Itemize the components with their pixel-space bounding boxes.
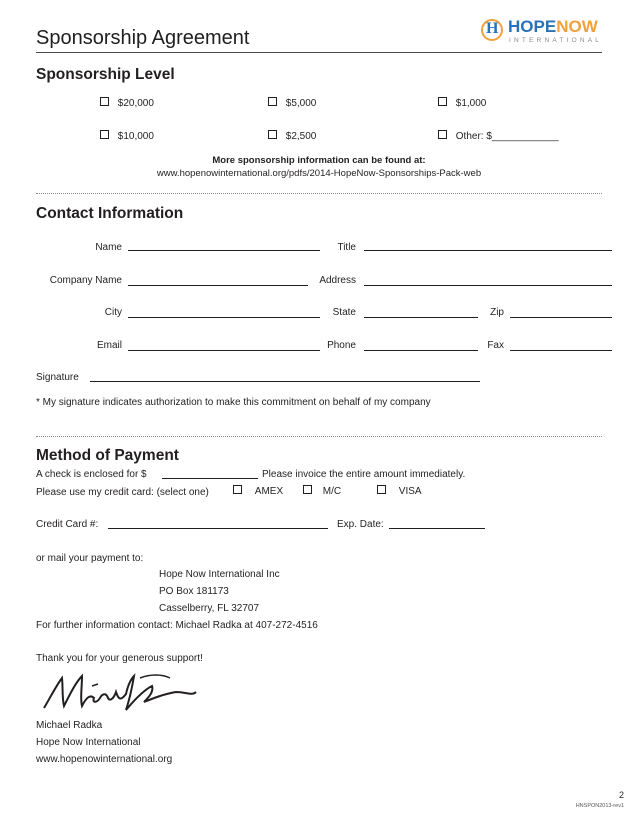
address-label: Address [319, 275, 356, 286]
mail-label: or mail your payment to: [36, 553, 144, 564]
logo-hope-text: HOPE [508, 17, 557, 36]
sponsorship-heading: Sponsorship Level [36, 66, 175, 83]
city-field[interactable] [128, 317, 320, 318]
handwritten-signature [36, 668, 206, 716]
zip-label: Zip [490, 307, 504, 318]
phone-field[interactable] [364, 350, 478, 351]
card-number-label: Credit Card #: [36, 519, 99, 530]
email-label: Email [96, 340, 122, 351]
thanks-text: Thank you for your generous support! [36, 653, 203, 664]
signer-name: Michael Radka [36, 720, 103, 731]
checkbox[interactable] [438, 97, 447, 106]
fax-label: Fax [487, 340, 504, 351]
document-code: HNSPON2013-rev1 [575, 803, 624, 809]
mail-address-line: PO Box 181173 [159, 586, 229, 597]
name-field[interactable] [128, 250, 320, 251]
mail-address-line: Hope Now International Inc [159, 569, 280, 580]
title-label: Title [337, 242, 356, 253]
mail-address-line: Casselberry, FL 32707 [159, 603, 260, 614]
sponsorship-url[interactable]: www.hopenowinternational.org/pdfs/2014-HopeNow-Sponsorships-Pack-web [156, 168, 482, 179]
sponsor-option-other[interactable]: Other: $____________ [438, 130, 559, 142]
checkbox[interactable] [100, 130, 109, 139]
zip-field[interactable] [510, 317, 612, 318]
title-field[interactable] [364, 250, 612, 251]
checkbox[interactable] [233, 485, 242, 494]
contact-heading: Contact Information [36, 205, 184, 222]
section-divider [36, 193, 602, 194]
hopenow-logo [478, 14, 608, 50]
card-option-mc[interactable]: M/C [303, 485, 341, 497]
state-field[interactable] [364, 317, 478, 318]
email-field[interactable] [128, 350, 320, 351]
checkbox[interactable] [268, 97, 277, 106]
signature-label: Signature [36, 372, 79, 383]
fax-field[interactable] [510, 350, 612, 351]
address-field[interactable] [364, 285, 612, 286]
contact-info-text: For further information contact: Michael Radka at 407-272-4516 [36, 620, 318, 631]
card-option-visa[interactable]: VISA [377, 485, 422, 497]
section-divider [36, 436, 602, 437]
card-use-label: Please use my credit card: (select one) [36, 487, 209, 498]
state-label: State [332, 307, 356, 318]
checkbox[interactable] [268, 130, 277, 139]
phone-label: Phone [327, 340, 356, 351]
signature-field[interactable] [90, 381, 480, 382]
logo-mark: H [486, 20, 499, 37]
page-title: Sponsorship Agreement [36, 27, 250, 49]
payment-heading: Method of Payment [36, 447, 179, 464]
checkbox[interactable] [100, 97, 109, 106]
exp-date-label: Exp. Date: [337, 519, 384, 530]
company-field[interactable] [128, 285, 308, 286]
company-label: Company Name [49, 275, 122, 286]
check-amount-field[interactable] [162, 478, 258, 479]
more-info-text: More sponsorship information can be found at: [212, 155, 426, 166]
logo-now-text: NOW [556, 17, 598, 36]
invoice-text: Please invoice the entire amount immediately. [262, 469, 466, 480]
checkbox[interactable] [303, 485, 312, 494]
sponsor-option[interactable]: $2,500 [268, 130, 316, 142]
card-option-amex[interactable]: AMEX [233, 485, 283, 497]
checkbox[interactable] [377, 485, 386, 494]
logo-intl-text: INTERNATIONAL [509, 37, 603, 44]
exp-date-field[interactable] [389, 528, 485, 529]
sponsor-option[interactable]: $10,000 [100, 130, 154, 142]
sponsor-option[interactable]: $1,000 [438, 97, 486, 109]
signer-website[interactable]: www.hopenowinternational.org [36, 754, 173, 765]
checkbox[interactable] [438, 130, 447, 139]
authorization-note: * My signature indicates authorization to make this commitment on behalf of my company [36, 397, 431, 408]
sponsor-option[interactable]: $20,000 [100, 97, 154, 109]
city-label: City [104, 307, 122, 318]
sponsor-option[interactable]: $5,000 [268, 97, 316, 109]
header-divider [36, 52, 602, 53]
check-label: A check is enclosed for $ [36, 469, 147, 480]
name-label: Name [95, 242, 122, 253]
page-number: 2 [618, 790, 624, 800]
card-number-field[interactable] [108, 528, 328, 529]
signer-org: Hope Now International [36, 737, 141, 748]
